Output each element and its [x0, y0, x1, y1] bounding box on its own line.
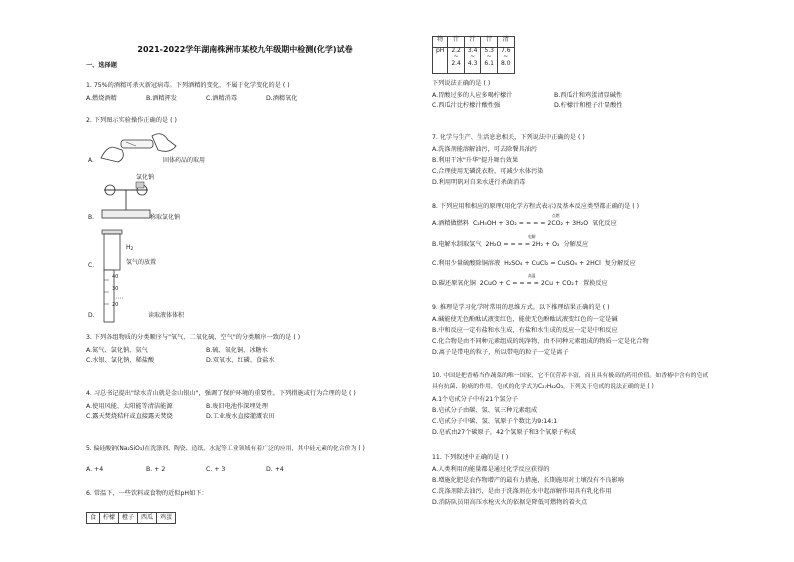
- q10-option-b[interactable]: B.皂甙分子由碳、氢、氧三种元素组成: [432, 407, 538, 414]
- q3-options-row2: [86, 357, 326, 364]
- gas-jar-figure: [98, 228, 128, 272]
- ph-cell: 5.3 ~ 6.1: [481, 48, 498, 74]
- q6-ph-table: [432, 36, 515, 74]
- q2-label-d: D.: [88, 312, 95, 319]
- q7-stem: 7. 化学与生产、生活息息相关，下列说法中正确的是 ( ): [432, 134, 585, 141]
- q11-option-c[interactable]: C.洗涤剂除去油污，是由于洗涤剂在水中起溶解作用具有乳化作用: [432, 488, 612, 495]
- cylinder-tick-30: 30: [112, 286, 119, 292]
- table-cell: 汁: [464, 37, 481, 48]
- q10-option-c[interactable]: C.皂甙分子中碳、氢、氧原子个数比为9:14:1: [432, 418, 558, 425]
- q9-option-b[interactable]: B.中和反应一定有盐和水生成，有盐和水生成的反应一定是中和反应: [432, 327, 618, 334]
- q2-caption-a: 固体药品的取用: [163, 157, 206, 164]
- q4-option-d[interactable]: D.工业废水直接灌溉农田: [206, 413, 275, 420]
- q6-option-d[interactable]: D.柠檬汁和橙子汁显酸性: [554, 102, 623, 109]
- q2-label-b: B.: [88, 214, 95, 221]
- q5-options: [86, 466, 326, 473]
- table-cell: 物: [433, 37, 448, 48]
- q4-option-c[interactable]: C.露天焚烧秸秆或直接露天焚烧: [86, 413, 173, 420]
- table-cell: 清: [497, 37, 514, 48]
- table-cell: 汁: [481, 37, 498, 48]
- q7-option-d[interactable]: D.利用明矾对自来水进行杀菌消毒: [432, 179, 526, 186]
- q2-caption-d: 读取液体体积: [148, 312, 185, 319]
- table-cell: 柠檬: [100, 513, 119, 524]
- h2-label: $H_2$: [126, 244, 134, 252]
- q6-stem: 6. 常温下，一些饮料或食物的近似pH如下：: [86, 490, 208, 497]
- paper-title: 2021-2022学年湖南株洲市某校九年级期中检测(化学)试卷: [137, 45, 353, 54]
- q4-options-row2: [86, 413, 326, 420]
- q3-option-b[interactable]: B.硫、氧化铜、冰糖水: [206, 347, 268, 354]
- q6-option-c[interactable]: C.西瓜汁比柠檬汁酸性强: [432, 102, 501, 109]
- q6-sub-stem: 下列说法正确的是 ( ): [432, 80, 491, 87]
- q9-stem: 9. 推理是学习化学时常用的思维方式。以下推理结果正确的是 ( ): [432, 304, 610, 311]
- q9-option-d[interactable]: D.离子是带电的粒子，所以带电的粒子一定是离子: [432, 349, 569, 356]
- q6-options-row1: [432, 92, 676, 99]
- q11-stem: 11. 下列叙述中正确的是 ( ): [432, 454, 509, 461]
- q8-stem: 8. 下列应用和相应的原理(用化学方程式表示)及基本反应类型都正确的是 ( ): [432, 203, 640, 210]
- table-cell: 西瓜: [138, 513, 157, 524]
- q4-option-b[interactable]: B.废旧电池作深埋处理: [206, 403, 268, 410]
- q9-option-a[interactable]: A.碱能使无色酚酞试液变红色，能使无色酚酞试液变红色的一定是碱: [432, 316, 618, 323]
- q1-options: [86, 95, 326, 102]
- q10-option-a[interactable]: A.1个皂甙分子中有21个氢分子: [432, 396, 518, 403]
- q2-label-a: A.: [88, 157, 94, 164]
- q2-label-c: C.: [88, 262, 95, 269]
- measuring-cylinder-figure: [96, 268, 126, 326]
- q2-stem: 2. 下列图示实验操作正确的是 ( ): [86, 117, 177, 124]
- q5-option-c[interactable]: C. + 3: [206, 466, 226, 473]
- q1-stem: 1. 75%的酒精可杀灭新冠病毒。下列酒精的变化，不属于化学变化的是 ( ): [86, 82, 290, 89]
- q5-option-b[interactable]: B. + 2: [146, 466, 166, 473]
- q5-option-d[interactable]: D. +4: [266, 466, 284, 473]
- q8-d-condition: 高温: [528, 273, 536, 278]
- q11-option-d[interactable]: D.消防队员用高压水枪灭火的依据是降低可燃物的着火点: [432, 499, 588, 506]
- q5-option-a[interactable]: A. +4: [86, 466, 104, 473]
- q3-stem: 3. 下列各组物质的分类顺序与"氧气、二氧化硫、空气"的分类顺序一致的是 ( ): [86, 334, 301, 341]
- q7-option-a[interactable]: A.洗涤剂能溶解油污，可去除餐具油污: [432, 146, 538, 153]
- q2-caption-b: 称取氯化钠: [150, 214, 181, 221]
- table-cell: 鸡蛋: [157, 513, 176, 524]
- q8-option-c[interactable]: C.利用少量硫酸除铜溶液 H₂SO₄ + CuCl₂ = CuSO₄ + 2HCl 复分解反应: [432, 260, 636, 267]
- q11-option-b[interactable]: B.增施化肥是农作物增产的最有力措施，长期施用对土壤没有不良影响: [432, 477, 624, 484]
- q8-option-d[interactable]: D.碳还原氧化铜 2CuO + C = = = = 2Cu + CO₂↑ 置换反应: [432, 280, 608, 287]
- q1-option-d[interactable]: D.酒精氧化: [266, 95, 298, 102]
- q1-option-b[interactable]: B.酒精挥发: [146, 95, 177, 102]
- cylinder-tick-40: 40: [112, 274, 119, 280]
- ph-cell: 7.6 ~ 8.0: [497, 48, 514, 74]
- q4-options-row1: [86, 403, 326, 410]
- q5-stem: 5. 偏硅酸钠(Na₂SiO₃)在洗涤剂、陶瓷、造纸、水泥等工业领域有着广泛的应用，其中硅元素的化合价为 ( ): [86, 446, 365, 452]
- q1-option-c[interactable]: C.酒精消毒: [206, 95, 238, 102]
- q6-option-a[interactable]: A.胃酸过多的人应多喝柠檬汁: [432, 92, 513, 99]
- table-cell: 橙子: [119, 513, 138, 524]
- table-cell: 汁: [448, 37, 465, 48]
- table-cell: pH: [433, 48, 448, 74]
- q3-option-d[interactable]: D.双氧水、红磷、食盐水: [206, 357, 275, 364]
- q8-a-condition: 点燃: [552, 213, 560, 218]
- cylinder-tick-20: 20: [112, 302, 119, 308]
- section-heading: 一、选择题: [86, 62, 117, 69]
- q8-option-b[interactable]: B.电解水制取氢气 2H₂O = = = = 2H₂ + O₂ 分解反应: [432, 241, 589, 248]
- q6-options-row2: [432, 102, 676, 109]
- q8-b-condition: 电解: [528, 234, 536, 239]
- q8-option-a[interactable]: A.酒精做燃料 C₂H₅OH + 3O₂ = = = = 2CO₂ + 3H₂O 氧化反应: [432, 220, 617, 227]
- q1-option-a[interactable]: A.燃烧酒精: [86, 95, 117, 102]
- ph-cell: 3.4 ~ 4.3: [464, 48, 481, 74]
- q3-option-c[interactable]: C.水银、氯化钠、稀盐酸: [86, 357, 155, 364]
- q3-option-a[interactable]: A.氮气、氯化钠、氨气: [86, 347, 148, 354]
- q4-stem: 4. 习总书记提出"绿水青山就是金山银山"，强调了保护环境的重要性。下列措施或行为合理的是 ( ): [86, 390, 356, 397]
- q10-stem-line2: 具有抗菌、防癌的作用，皂甙的化学式为C₂₇H₄₂O₃，下列关于皂甙的说法正确的是 ( ): [432, 384, 654, 390]
- q10-stem-line1: 10. 中国是把香椿当作蔬菜的唯一国家，它不仅营养丰富，而且具有极高的药用价值。如香椿中含有的皂甙: [432, 373, 709, 379]
- table-cell: 食: [87, 513, 100, 524]
- nacl-label: 氯化钠: [136, 174, 155, 181]
- q2-caption-c: 氢气的放置: [126, 259, 157, 266]
- q10-option-d[interactable]: D.皂甙由27个碳原子，42个氢原子和3个氧原子构成: [432, 429, 576, 436]
- q7-option-c[interactable]: C.合理使用无磷洗衣粉，可减少水体污染: [432, 168, 544, 175]
- q7-option-b[interactable]: B.利用干冰"升华"提升舞台效果: [432, 157, 519, 164]
- q11-option-a[interactable]: A.人类利用的能量都是通过化学反应获得的: [432, 466, 550, 473]
- q6-option-b[interactable]: B.西瓜汁和鸡蛋清显碱性: [554, 92, 623, 99]
- q4-option-a[interactable]: A.使用风能、太阳能等清洁能源: [86, 403, 173, 410]
- balance-figure: [96, 180, 156, 222]
- q3-options-row1: [86, 347, 326, 354]
- ph-cell: 2.2 ~ 2.4: [448, 48, 465, 74]
- q6-food-table: [86, 512, 176, 524]
- q9-option-c[interactable]: C.化合物是由不同种元素组成的纯净物，由不同种元素组成的物质一定是化合物: [432, 338, 649, 345]
